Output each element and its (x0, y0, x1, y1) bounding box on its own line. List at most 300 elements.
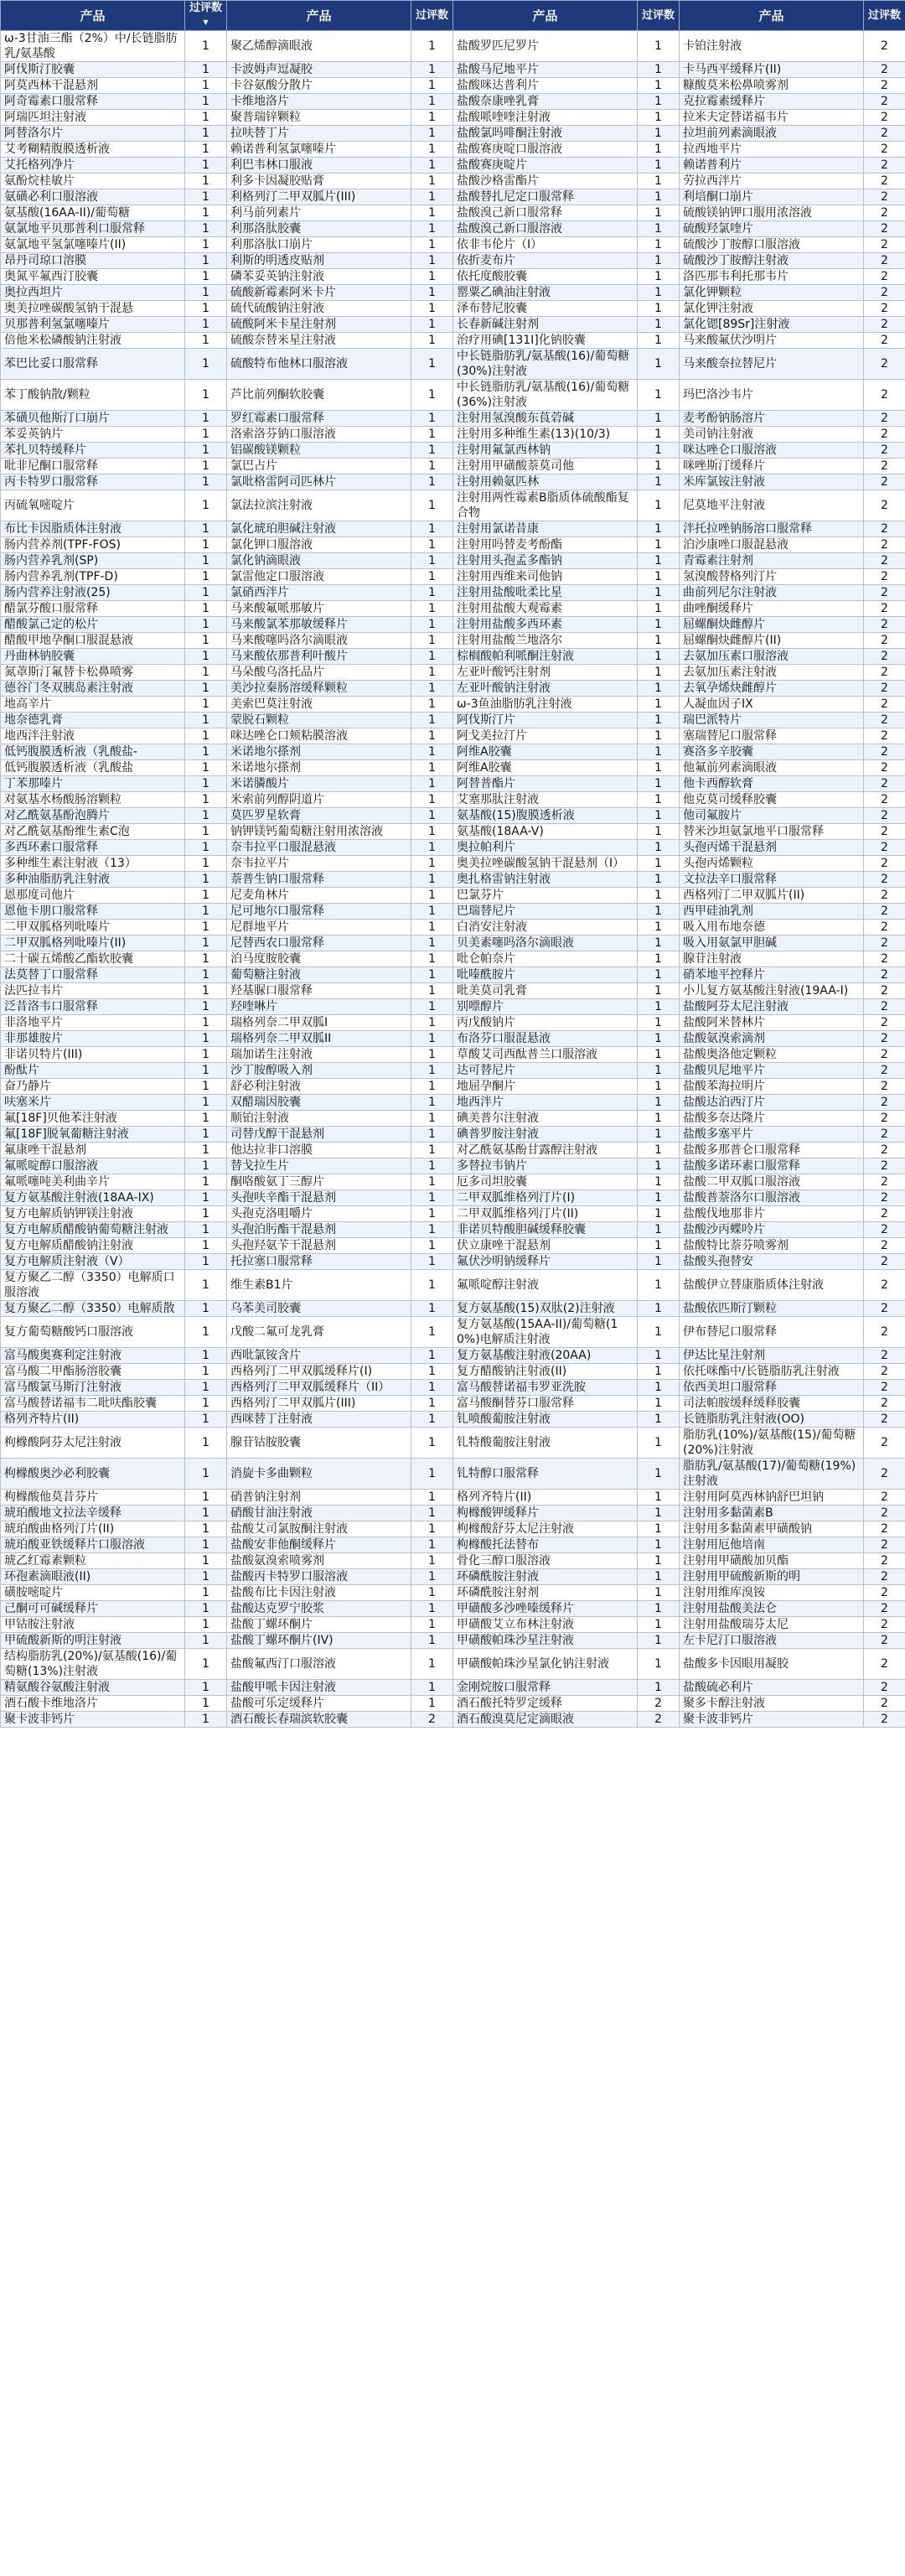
table-row (1, 411, 905, 427)
product-name-cell: 阿维A胶囊 (453, 760, 638, 776)
approval-count-cell: 1 (638, 537, 680, 553)
approval-count-cell: 1 (411, 840, 453, 856)
approval-count-cell: 1 (185, 1428, 227, 1459)
table-row (1, 967, 905, 983)
product-name-cell: 奥拉西坦片 (1, 285, 185, 301)
approval-count-cell: 1 (185, 1111, 227, 1127)
product-name-cell: 咪达唑仑口颊粘膜溶液 (227, 728, 411, 744)
approval-count-cell: 1 (185, 1521, 227, 1537)
approval-count-cell: 1 (411, 78, 453, 94)
product-name-cell: 对氨基水杨酸肠溶颗粒 (1, 792, 185, 808)
product-name-cell: 氨基酸(16AA-II)/葡萄糖 (1, 205, 185, 221)
approval-count-cell: 1 (411, 1174, 453, 1190)
table-row (1, 1174, 905, 1190)
product-name-cell: 复方电解质注射液（V） (1, 1254, 185, 1270)
approval-count-cell: 1 (638, 1537, 680, 1553)
approval-count-cell: 1 (185, 31, 227, 62)
table-row (1, 601, 905, 617)
product-name-cell: 己酮可可碱缓释片 (1, 1601, 185, 1617)
product-name-cell: 注射用甲硫酸新斯的明 (680, 1569, 864, 1585)
table-row (1, 126, 905, 142)
approval-count-cell: 2 (864, 62, 905, 78)
approval-count-cell: 1 (638, 285, 680, 301)
table-row (1, 537, 905, 553)
product-name-cell: 盐酸艾司氯胺酮注射液 (227, 1521, 411, 1537)
approval-count-cell: 1 (638, 317, 680, 333)
approval-count-cell: 1 (185, 792, 227, 808)
approval-count-cell: 1 (638, 110, 680, 126)
table-row (1, 301, 905, 317)
table-row (1, 904, 905, 920)
table-row (1, 317, 905, 333)
approval-count-cell: 1 (411, 142, 453, 158)
product-name-cell: 环磷酰胺注射剂 (453, 1585, 638, 1601)
approval-count-cell: 1 (638, 1348, 680, 1364)
approval-count-cell: 1 (411, 411, 453, 427)
product-name-cell: 克拉霉素缓释片 (680, 94, 864, 110)
product-name-cell: 尼替西农口服常释 (227, 936, 411, 951)
approval-count-cell: 1 (638, 205, 680, 221)
approval-count-cell: 1 (411, 808, 453, 824)
product-name-cell: 中长链脂肪乳/氨基酸(16)/葡萄糖(36%)注射液 (453, 380, 638, 411)
table-row (1, 1537, 905, 1553)
approval-count-cell: 2 (864, 490, 905, 521)
approval-count-cell: 2 (864, 999, 905, 1015)
product-name-cell: 氟[18F]脱氧葡糖注射液 (1, 1127, 185, 1143)
approval-count-cell: 2 (864, 126, 905, 142)
product-name-cell: 头孢丙烯颗粒 (680, 856, 864, 872)
approval-count-cell: 2 (864, 1270, 905, 1301)
product-name-cell: 司替戊醇干混悬剂 (227, 1127, 411, 1143)
table-row (1, 1270, 905, 1301)
approval-count-cell: 1 (638, 1063, 680, 1079)
approval-count-cell: 1 (411, 681, 453, 697)
product-name-cell: 马朵酸乌洛托品片 (227, 665, 411, 681)
approval-count-cell: 1 (411, 1111, 453, 1127)
product-name-cell: 非诺贝特片(III) (1, 1047, 185, 1063)
product-name-cell: 卡维地洛片 (227, 94, 411, 110)
product-name-cell: 盐酸多奈达隆片 (680, 1111, 864, 1127)
product-name-cell: 他克莫司缓释胶囊 (680, 792, 864, 808)
table-row (1, 427, 905, 443)
table-row (1, 1095, 905, 1111)
approval-count-cell: 2 (864, 1537, 905, 1553)
approval-count-cell: 1 (638, 1031, 680, 1047)
table-row (1, 569, 905, 585)
product-name-cell: 硫酸沙丁胺醇注射液 (680, 253, 864, 269)
product-name-cell: 阿戈美拉汀片 (453, 728, 638, 744)
approval-count-cell: 2 (864, 1174, 905, 1190)
approval-count-cell: 1 (638, 158, 680, 174)
approval-count-cell: 1 (411, 983, 453, 999)
approval-count-cell: 1 (411, 158, 453, 174)
approval-count-cell: 1 (638, 1079, 680, 1095)
product-header: 产品 (680, 1, 864, 31)
product-name-cell: 多种油脂肪乳注射液 (1, 872, 185, 888)
product-name-cell: 奥美拉唑碳酸氢钠干混悬 (1, 301, 185, 317)
approval-count-cell: 2 (864, 110, 905, 126)
table-row (1, 174, 905, 189)
approval-count-cell: 1 (411, 521, 453, 537)
product-name-cell: 盐酸哌喹喹注射液 (453, 110, 638, 126)
product-name-cell: 艾托格列净片 (1, 158, 185, 174)
product-name-cell: ω-3鱼油脂肪乳注射液 (453, 697, 638, 713)
table-row (1, 792, 905, 808)
product-name-cell: 枸橼酸他莫昔芬片 (1, 1490, 185, 1506)
product-name-cell: 氟哌噻吨美利曲辛片 (1, 1174, 185, 1190)
product-name-cell: 环磷酰胺注射液 (453, 1569, 638, 1585)
approval-count-cell: 2 (864, 649, 905, 665)
product-name-cell: 头孢泊肟酯干混悬剂 (227, 1222, 411, 1238)
product-name-cell: 盐酸伐地那非片 (680, 1206, 864, 1222)
product-name-cell: 注射用阿莫西林钠舒巴坦钠 (680, 1490, 864, 1506)
product-name-cell: 去氨加压素注射液 (680, 665, 864, 681)
product-name-cell: 玛巴洛沙韦片 (680, 380, 864, 411)
approval-count-cell: 1 (638, 569, 680, 585)
table-row (1, 269, 905, 285)
product-name-cell: 注射用盐酸瑞芬太尼 (680, 1617, 864, 1633)
product-name-cell: 麦考酚钠肠溶片 (680, 411, 864, 427)
product-name-cell: 头孢呋辛酯干混悬剂 (227, 1190, 411, 1206)
approval-count-cell: 1 (638, 1428, 680, 1459)
product-name-cell: 氯雷他定口服溶液 (227, 569, 411, 585)
approval-count-cell: 1 (411, 269, 453, 285)
approval-count-cell: 1 (638, 1174, 680, 1190)
approval-count-cell: 1 (638, 824, 680, 840)
approval-count-cell: 1 (638, 1143, 680, 1158)
approval-count-cell: 1 (185, 1569, 227, 1585)
table-row (1, 1506, 905, 1521)
approval-count-cell: 1 (638, 521, 680, 537)
product-name-cell: 瑞格列奈二甲双胍II (227, 1031, 411, 1047)
approval-count-cell: 1 (638, 904, 680, 920)
product-name-cell: 奋乃静片 (1, 1079, 185, 1095)
count-header: 过评数 (638, 1, 680, 31)
product-name-cell: 顺铂注射液 (227, 1111, 411, 1127)
approval-count-cell: 1 (638, 1649, 680, 1680)
product-name-cell: 丙卡特罗口服常释 (1, 474, 185, 490)
approval-count-cell: 1 (185, 1174, 227, 1190)
approval-count-cell: 1 (411, 1490, 453, 1506)
product-name-cell: 复方聚乙二醇（3350）电解质散 (1, 1301, 185, 1317)
approval-count-cell: 1 (185, 872, 227, 888)
approval-count-cell: 1 (185, 1680, 227, 1696)
approval-count-cell: 1 (638, 744, 680, 760)
product-name-cell: 恩那度司他片 (1, 888, 185, 904)
product-header: 产品 (227, 1, 411, 31)
table-row (1, 221, 905, 237)
approval-count-cell: 2 (864, 1617, 905, 1633)
table-row (1, 1553, 905, 1569)
product-name-cell: 达可替尼片 (453, 1063, 638, 1079)
product-name-cell: 他氟前列素滴眼液 (680, 760, 864, 776)
product-name-cell: 盐酸甲哌卡因注射液 (227, 1680, 411, 1696)
product-name-cell: 苯妥英钠片 (1, 427, 185, 443)
sort-dropdown-icon[interactable]: ▼ (203, 18, 209, 26)
approval-count-cell: 1 (411, 1585, 453, 1601)
approval-count-cell: 2 (864, 285, 905, 301)
approval-count-cell: 1 (411, 1270, 453, 1301)
product-name-cell: 盐酸多那普仑口服常释 (680, 1143, 864, 1158)
approval-count-cell: 1 (411, 585, 453, 601)
product-name-cell: 他达拉非口溶膜 (227, 1143, 411, 1158)
approval-count-cell: 1 (411, 713, 453, 728)
approval-count-cell: 1 (185, 904, 227, 920)
product-name-cell: 磷苯妥英钠注射液 (227, 269, 411, 285)
product-name-cell: 布比卡因脂质体注射液 (1, 521, 185, 537)
approval-count-cell: 1 (185, 189, 227, 205)
product-name-cell: 卡谷氨酸分散片 (227, 78, 411, 94)
product-name-cell: 富马酸氯马斯汀注射液 (1, 1380, 185, 1396)
product-name-cell: 复方氨基酸(15AA-II)/葡萄糖(10%)电解质注射液 (453, 1317, 638, 1348)
product-name-cell: 复方氨基酸注射液(20AA) (453, 1348, 638, 1364)
approval-count-cell: 1 (185, 1127, 227, 1143)
product-name-cell: 注射用多黏菌素B (680, 1506, 864, 1521)
table-row (1, 78, 905, 94)
approval-count-cell: 1 (638, 601, 680, 617)
product-name-cell: 酒石酸长春瑞滨软胶囊 (227, 1712, 411, 1728)
product-name-cell: 氮䓬斯汀氟替卡松鼻喷雾 (1, 665, 185, 681)
table-row (1, 1396, 905, 1412)
product-name-cell: 维生素B1片 (227, 1270, 411, 1301)
approval-count-cell: 2 (864, 1190, 905, 1206)
approval-count-cell: 1 (411, 904, 453, 920)
product-name-cell: 咪唑斯汀缓释片 (680, 459, 864, 474)
approval-count-cell: 1 (411, 1095, 453, 1111)
approval-count-cell: 2 (864, 1348, 905, 1364)
product-name-cell: 戊酸二氟可龙乳膏 (227, 1317, 411, 1348)
approval-count-cell: 1 (411, 1238, 453, 1254)
product-name-cell: 钆特酸葡胺注射液 (453, 1428, 638, 1459)
approval-count-cell: 1 (411, 967, 453, 983)
approval-count-cell: 1 (185, 1649, 227, 1680)
approval-count-cell: 1 (185, 490, 227, 521)
product-name-cell: 甲磺酸多沙唑嗪缓释片 (453, 1601, 638, 1617)
product-name-cell: 注射用盐酸大观霉素 (453, 601, 638, 617)
product-name-cell: 马来酸氟哌那敏片 (227, 601, 411, 617)
product-name-cell: 对乙酰氨基酚甘露醇注射液 (453, 1143, 638, 1158)
approval-count-cell: 1 (185, 569, 227, 585)
table-row (1, 665, 905, 681)
approval-count-cell: 1 (185, 474, 227, 490)
table-row (1, 936, 905, 951)
product-name-cell: 非诺贝特酸胆碱缓释胶囊 (453, 1222, 638, 1238)
product-name-cell: 盐酸奈康唑乳膏 (453, 94, 638, 110)
approval-count-cell: 1 (638, 681, 680, 697)
table-row (1, 1063, 905, 1079)
product-name-cell: 泮托拉唑钠肠溶口服常释 (680, 521, 864, 537)
product-name-cell: 罂粟乙碘油注射液 (453, 285, 638, 301)
approval-count-cell: 2 (864, 317, 905, 333)
product-name-cell: 注射用甲磺酸加贝酯 (680, 1553, 864, 1569)
approval-count-cell: 1 (185, 983, 227, 999)
product-name-cell: 奥氮平氟西汀胶囊 (1, 269, 185, 285)
approval-count-cell: 2 (864, 1031, 905, 1047)
product-name-cell: 多替拉韦钠片 (453, 1158, 638, 1174)
approval-count-cell: 1 (185, 601, 227, 617)
approval-count-cell: 1 (638, 78, 680, 94)
approval-count-cell: 1 (185, 427, 227, 443)
approval-count-cell: 1 (411, 1158, 453, 1174)
product-name-cell: 去氧孕烯炔雌醇片 (680, 681, 864, 697)
approval-count-cell: 1 (411, 31, 453, 62)
approval-count-cell: 1 (411, 1254, 453, 1270)
approval-count-cell: 1 (185, 459, 227, 474)
product-name-cell: 阿伐斯汀胶囊 (1, 62, 185, 78)
approval-count-cell: 1 (185, 553, 227, 569)
approval-count-cell: 1 (411, 205, 453, 221)
product-name-cell: 盐酸贝尼地平片 (680, 1063, 864, 1079)
approval-count-cell: 1 (411, 1301, 453, 1317)
product-name-cell: 奈韦拉平口服混悬液 (227, 840, 411, 856)
approval-count-cell: 2 (864, 1111, 905, 1127)
product-name-cell: 注射用两性霉素B脂质体硫酸酯复合物 (453, 490, 638, 521)
count-header[interactable] (185, 1, 227, 31)
approval-count-cell: 1 (185, 1585, 227, 1601)
product-name-cell: 脂肪乳(10%)/氨基酸(15)/葡萄糖(20%)注射液 (680, 1428, 864, 1459)
product-name-cell: 阿替洛尔片 (1, 126, 185, 142)
product-name-cell: 氯法拉滨注射液 (227, 490, 411, 521)
product-name-cell: 艾考糊精腹膜透析液 (1, 142, 185, 158)
approval-count-cell: 1 (185, 1412, 227, 1428)
table-row (1, 459, 905, 474)
product-name-cell: 枸橼酸钾缓释片 (453, 1506, 638, 1521)
approval-count-cell: 1 (185, 1348, 227, 1364)
table-row (1, 633, 905, 649)
product-name-cell: 拉米夫定替诺福韦片 (680, 110, 864, 126)
header-row (1, 1, 905, 31)
product-name-cell: 米诺地尔搽剂 (227, 744, 411, 760)
approval-count-cell: 1 (411, 569, 453, 585)
approval-count-cell: 1 (638, 269, 680, 285)
approval-count-cell: 1 (185, 1254, 227, 1270)
approval-count-cell: 1 (185, 269, 227, 285)
approval-count-cell: 1 (638, 411, 680, 427)
table-row (1, 744, 905, 760)
approval-count-cell: 1 (638, 633, 680, 649)
product-name-cell: 中长链脂肪乳/氨基酸(16)/葡萄糖(30%)注射液 (453, 349, 638, 380)
product-name-cell: 非那雄胺片 (1, 1031, 185, 1047)
approval-count-cell: 1 (185, 681, 227, 697)
approval-count-cell: 1 (185, 856, 227, 872)
product-name-cell: 二甲双胍维格列汀片(II) (453, 1206, 638, 1222)
approval-count-cell: 2 (864, 1649, 905, 1680)
table-row (1, 1158, 905, 1174)
product-name-cell: 结构脂肪乳(20%)/氨基酸(16)/葡萄糖(13%)注射液 (1, 1649, 185, 1680)
approval-count-cell: 1 (185, 1015, 227, 1031)
approval-count-cell: 2 (864, 1633, 905, 1649)
approval-count-cell: 1 (411, 1015, 453, 1031)
approval-count-cell: 1 (638, 142, 680, 158)
approval-count-cell: 1 (411, 1348, 453, 1364)
product-name-cell: 盐酸溴己新口服常释 (453, 205, 638, 221)
approval-count-cell: 1 (411, 1031, 453, 1047)
approval-count-cell: 1 (411, 1537, 453, 1553)
approval-count-cell: 1 (185, 110, 227, 126)
product-name-cell: 西格列汀二甲双胍片(II) (680, 888, 864, 904)
product-name-cell: 利那洛肽胶囊 (227, 221, 411, 237)
product-name-cell: 注射用氢溴酸东莨菪碱 (453, 411, 638, 427)
approval-count-cell: 2 (864, 1143, 905, 1158)
approval-count-cell: 2 (864, 951, 905, 967)
approval-count-cell: 1 (411, 110, 453, 126)
product-name-cell: 左亚叶酸钙注射剂 (453, 665, 638, 681)
product-name-cell: 盐酸奥洛他定颗粒 (680, 1047, 864, 1063)
table-row (1, 872, 905, 888)
approval-count-cell: 1 (411, 189, 453, 205)
product-name-cell: 贝美素噻吗洛尔滴眼液 (453, 936, 638, 951)
product-name-cell: 氯巴占片 (227, 459, 411, 474)
product-name-cell: 酮咯酸氨丁三醇片 (227, 1174, 411, 1190)
approval-count-cell: 1 (638, 1095, 680, 1111)
approval-count-cell: 1 (638, 474, 680, 490)
approval-count-cell: 1 (638, 1380, 680, 1396)
count-header-label: 过评数 (189, 2, 222, 14)
product-name-cell: 尼麦角林片 (227, 888, 411, 904)
product-name-cell: 葡萄糖注射液 (227, 967, 411, 983)
approval-count-cell: 2 (864, 1158, 905, 1174)
product-name-cell: 氨酚烷桂敏片 (1, 174, 185, 189)
approval-count-cell: 1 (185, 1633, 227, 1649)
product-name-cell: 注射用甲磺酸萘莫司他 (453, 459, 638, 474)
approval-count-cell: 2 (864, 824, 905, 840)
approval-count-cell: 2 (864, 744, 905, 760)
product-name-cell: 醋氯芬酸口服常释 (1, 601, 185, 617)
approval-count-cell: 1 (185, 1490, 227, 1506)
product-name-cell: 马来酸噻吗洛尔滴眼液 (227, 633, 411, 649)
approval-count-cell: 2 (864, 78, 905, 94)
product-name-cell: 盐酸氨溴索喷雾剂 (227, 1553, 411, 1569)
table-row (1, 776, 905, 792)
product-name-cell: 氟康唑干混悬剂 (1, 1143, 185, 1158)
product-name-cell: 盐酸多卡因眼用凝胶 (680, 1649, 864, 1680)
product-name-cell: 西咪替丁注射液 (227, 1412, 411, 1428)
approval-count-cell: 1 (411, 1143, 453, 1158)
approval-count-cell: 1 (185, 78, 227, 94)
approval-count-cell: 1 (411, 601, 453, 617)
approval-count-cell: 1 (185, 760, 227, 776)
product-name-cell: 瑞格列奈二甲双胍I (227, 1015, 411, 1031)
approval-count-cell: 1 (185, 1190, 227, 1206)
product-name-cell: 卡铂注射液 (680, 31, 864, 62)
approval-count-cell: 1 (638, 936, 680, 951)
approval-count-cell: 2 (864, 1553, 905, 1569)
product-name-cell: 盐酸丙卡特罗口服溶液 (227, 1569, 411, 1585)
product-name-cell: 拉坦前列素滴眼液 (680, 126, 864, 142)
product-name-cell: 硝苯地平控释片 (680, 967, 864, 983)
approval-count-cell: 1 (185, 1158, 227, 1174)
product-name-cell: 格列齐特片(II) (453, 1490, 638, 1506)
table-row (1, 585, 905, 601)
approval-count-cell: 1 (638, 189, 680, 205)
product-name-cell: 盐酸多诺环素口服常释 (680, 1158, 864, 1174)
approval-count-cell: 1 (638, 617, 680, 633)
approval-count-cell: 1 (638, 1585, 680, 1601)
approval-count-cell: 2 (864, 474, 905, 490)
approval-count-cell: 1 (638, 333, 680, 349)
product-name-cell: 卡波姆声逗凝胶 (227, 62, 411, 78)
product-name-cell: 琥乙红霉素颗粒 (1, 1553, 185, 1569)
product-name-cell: 地屈孕酮片 (453, 1079, 638, 1095)
approval-count-cell: 1 (185, 537, 227, 553)
approval-count-cell: 1 (185, 1301, 227, 1317)
product-name-cell: 苯扎贝特缓释片 (1, 443, 185, 459)
product-name-cell: 盐酸氨溴索滴剂 (680, 1031, 864, 1047)
approval-count-cell: 2 (864, 1490, 905, 1506)
product-name-cell: 二甲双胍格列吡嗪片(II) (1, 936, 185, 951)
product-name-cell: 吡非尼酮口服常释 (1, 459, 185, 474)
product-name-cell: 盐酸二甲双胍口服溶液 (680, 1174, 864, 1190)
